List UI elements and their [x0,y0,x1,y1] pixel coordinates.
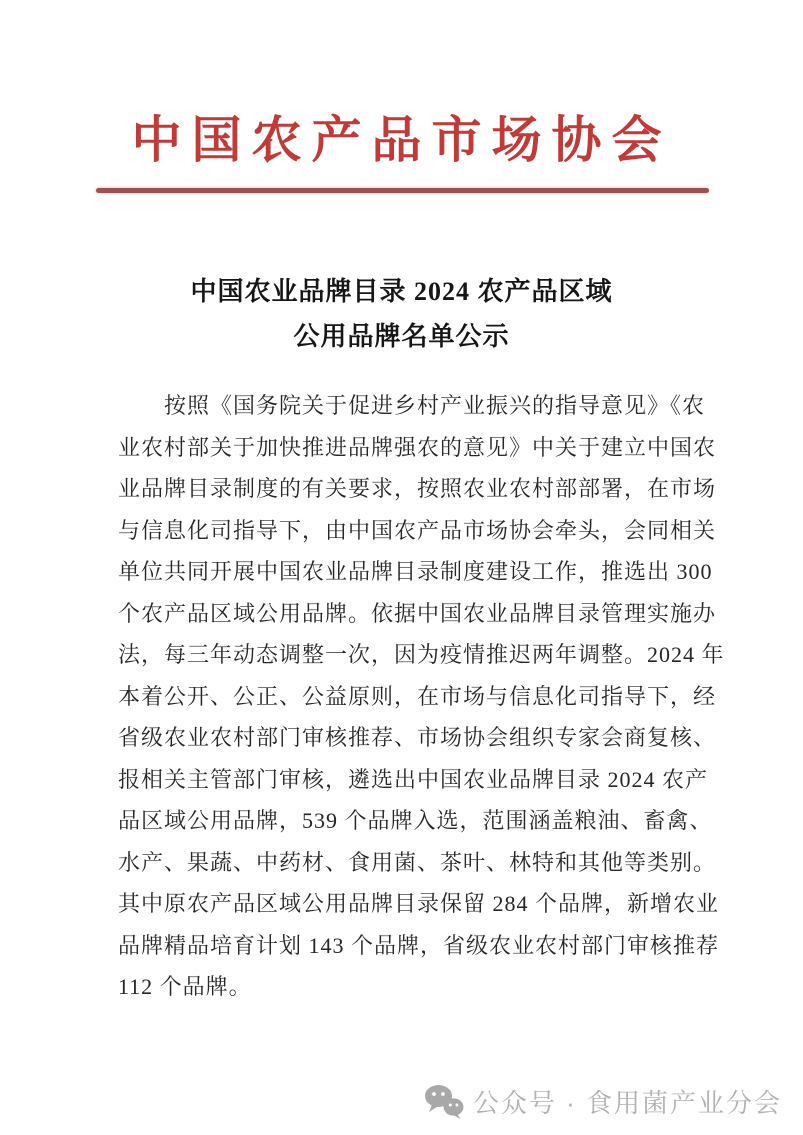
body-line: 品区域公用品牌，539 个品牌入选，范围涵盖粮油、畜禽、 [118,808,713,833]
body-line: 与信息化司指导下，由中国农产品市场协会牵头，会同相关 [118,517,717,543]
document-title-line-2: 公用品牌名单公示 [293,322,510,351]
body-line: 法，每三年动态调整一次，因为疫情推迟两年调整。2024 年 [118,642,725,667]
association-letterhead: 中国农产品市场协会 [131,112,672,168]
document-body [118,385,725,1008]
body-line: 其中原农产品区域公用品牌目录保留 284 个品牌，新增农业 [118,891,720,916]
body-line: 个农产品区域公用品牌。依据中国农业品牌目录管理实施办 [118,600,717,626]
letterhead-divider [96,188,709,193]
body-line: 省级农业农村部门审核推荐、市场协会组织专家会商复核、 [118,725,717,750]
body-line: 单位共同开展中国农业品牌目录制度建设工作，推选出 300 [118,559,713,584]
body-line: 水产、果蔬、中药材、食用菌、茶叶、林特和其他等类别。 [118,849,717,875]
body-line: 本着公开、公正、公益原则，在市场与信息化司指导下，经 [118,683,717,709]
document-title [0,269,803,359]
footer-watermark-text: 公众号 · 食用菌产业分会 [472,1088,782,1118]
body-line: 112 个品牌。 [118,974,252,999]
body-line: 按照《国务院关于促进乡村产业振兴的指导意见》《农 [164,393,706,418]
body-line: 业农村部关于加快推进品牌强农的意见》中关于建立中国农 [118,434,717,460]
footer-watermark [424,1083,782,1120]
wechat-icon [424,1084,464,1120]
body-line: 业品牌目录制度的有关要求，按照农业农村部部署，在市场 [118,476,717,501]
document-title-line-1: 中国农业品牌目录 2024 农产品区域 [190,277,613,306]
body-line: 品牌精品培育计划 143 个品牌，省级农业农村部门审核推荐 [118,932,720,958]
body-line: 报相关主管部门审核，遴选出中国农业品牌目录 2024 农产 [118,766,709,792]
